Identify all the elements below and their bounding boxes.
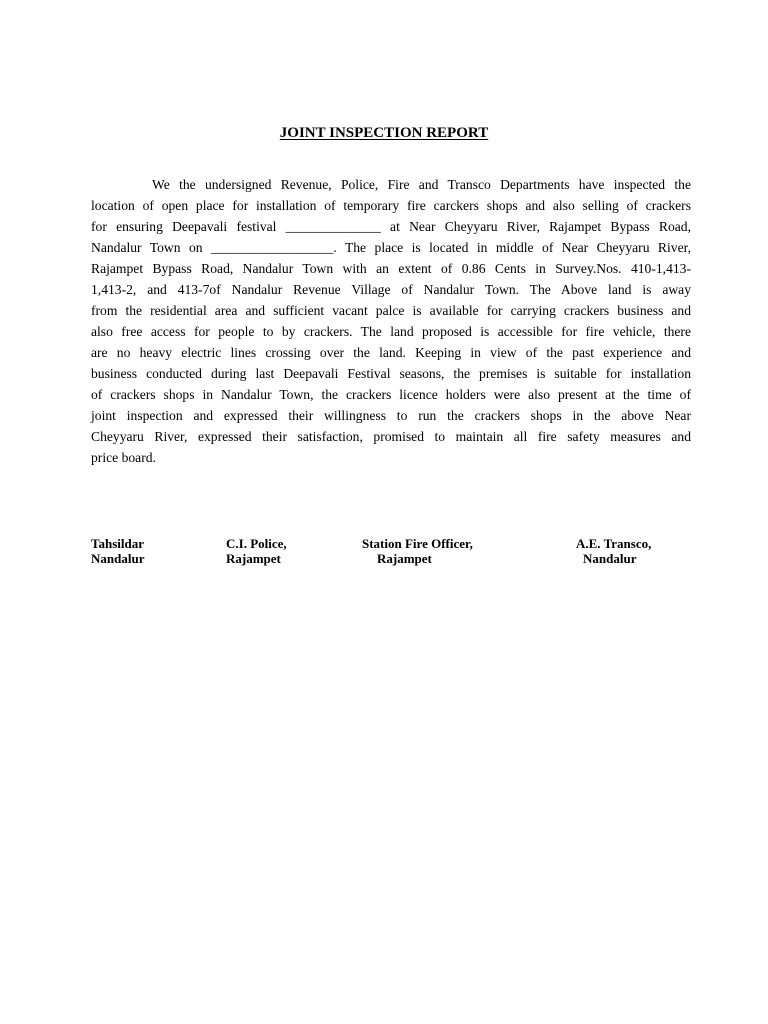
body-line: joint inspection and expressed their willingness to run the crackers shops in the above Near bbox=[91, 408, 691, 423]
signature-block-fire-officer bbox=[362, 536, 473, 566]
body-line: also free access for people to by crackers. The land proposed is accessible for fire vehicle, there bbox=[91, 324, 691, 339]
signatory-designation: Station Fire Officer, bbox=[362, 536, 473, 551]
signatory-designation: A.E. Transco, bbox=[576, 536, 652, 551]
signatory-designation: Tahsildar bbox=[91, 536, 144, 551]
body-line: We the undersigned Revenue, Police, Fire and Transco Departments have inspected the bbox=[152, 177, 691, 192]
body-line: business conducted during last Deepavali Festival seasons, the premises is suitable for installation bbox=[91, 366, 691, 381]
report-title-text: JOINT INSPECTION REPORT bbox=[279, 125, 489, 141]
signature-block-ci-police bbox=[226, 536, 287, 566]
signatory-place: Nandalur bbox=[91, 551, 145, 566]
body-line: from the residential area and sufficient vacant palce is available for carrying crackers business and bbox=[91, 303, 691, 318]
body-line: are no heavy electric lines crossing over the land. Keeping in view of the past experience and bbox=[91, 345, 691, 360]
signatory-place: Rajampet bbox=[377, 551, 432, 566]
body-line: location of open place for installation of temporary fire carckers shops and also selling of crackers bbox=[91, 198, 691, 213]
signature-block-tahsildar bbox=[91, 536, 144, 566]
report-title bbox=[0, 123, 768, 143]
body-line: of crackers shops in Nandalur Town, the crackers licence holders were also present at the time of bbox=[91, 387, 691, 402]
body-line: Rajampet Bypass Road, Nandalur Town with an extent of 0.86 Cents in Survey.Nos. 410-1,413- bbox=[91, 261, 691, 276]
signatory-designation: C.I. Police, bbox=[226, 536, 287, 551]
body-line: 1,413-2, and 413-7of Nandalur Revenue Village of Nandalur Town. The Above land is away bbox=[91, 282, 691, 297]
body-line: for ensuring Deepavali festival ______________ at Near Cheyyaru River, Rajampet Bypass Road, bbox=[91, 219, 691, 234]
body-line: Nandalur Town on __________________. The place is located in middle of Near Cheyyaru River, bbox=[91, 240, 691, 255]
signatory-place: Nandalur bbox=[583, 551, 637, 566]
body-line-last: price board. bbox=[91, 450, 156, 465]
report-body bbox=[91, 174, 691, 468]
signatory-place: Rajampet bbox=[226, 551, 281, 566]
signature-block-ae-transco bbox=[576, 536, 651, 566]
body-line: Cheyyaru River, expressed their satisfaction, promised to maintain all fire safety measures and bbox=[91, 429, 691, 444]
